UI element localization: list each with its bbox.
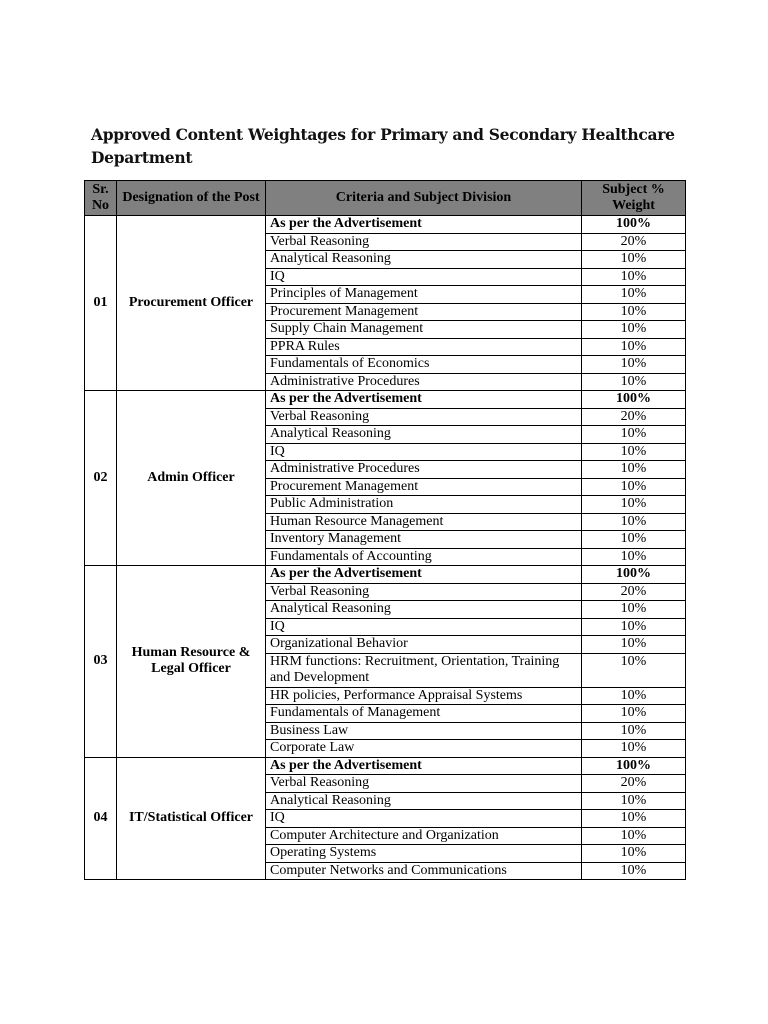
- weight-cell: 10%: [582, 268, 686, 286]
- weight-cell: 10%: [582, 618, 686, 636]
- table-body: [85, 216, 686, 880]
- weight-cell: 20%: [582, 233, 686, 251]
- weight-cell: 10%: [582, 740, 686, 758]
- weight-cell: 10%: [582, 810, 686, 828]
- weight-cell: 20%: [582, 408, 686, 426]
- weight-cell: 100%: [582, 566, 686, 584]
- criteria-cell: Procurement Management: [266, 478, 582, 496]
- criteria-cell: Administrative Procedures: [266, 461, 582, 479]
- weight-cell: 10%: [582, 531, 686, 549]
- criteria-cell: As per the Advertisement: [266, 216, 582, 234]
- criteria-cell: Analytical Reasoning: [266, 426, 582, 444]
- criteria-cell: Fundamentals of Economics: [266, 356, 582, 374]
- weight-cell: 10%: [582, 653, 686, 687]
- criteria-cell: IQ: [266, 268, 582, 286]
- weight-cell: 10%: [582, 443, 686, 461]
- weight-cell: 10%: [582, 338, 686, 356]
- criteria-cell: Human Resource Management: [266, 513, 582, 531]
- criteria-cell: HRM functions: Recruitment, Orientation, Training and Development: [266, 653, 582, 687]
- table-row: [85, 757, 686, 775]
- criteria-cell: Supply Chain Management: [266, 321, 582, 339]
- weight-cell: 20%: [582, 583, 686, 601]
- designation-cell: Procurement Officer: [117, 216, 266, 391]
- weight-cell: 100%: [582, 757, 686, 775]
- weight-cell: 10%: [582, 286, 686, 304]
- criteria-cell: As per the Advertisement: [266, 757, 582, 775]
- criteria-cell: As per the Advertisement: [266, 566, 582, 584]
- criteria-cell: Computer Networks and Communications: [266, 862, 582, 880]
- weight-cell: 10%: [582, 356, 686, 374]
- table-row: [85, 216, 686, 234]
- weight-cell: 10%: [582, 251, 686, 269]
- criteria-cell: Fundamentals of Management: [266, 705, 582, 723]
- criteria-cell: IQ: [266, 618, 582, 636]
- criteria-cell: Procurement Management: [266, 303, 582, 321]
- criteria-cell: As per the Advertisement: [266, 391, 582, 409]
- weight-cell: 100%: [582, 216, 686, 234]
- weight-cell: 10%: [582, 513, 686, 531]
- sr-no-cell: 02: [85, 391, 117, 566]
- criteria-cell: HR policies, Performance Appraisal Systems: [266, 687, 582, 705]
- criteria-cell: Principles of Management: [266, 286, 582, 304]
- criteria-cell: IQ: [266, 810, 582, 828]
- weight-cell: 10%: [582, 687, 686, 705]
- header-designation: Designation of the Post: [117, 181, 266, 216]
- criteria-cell: Fundamentals of Accounting: [266, 548, 582, 566]
- criteria-cell: Inventory Management: [266, 531, 582, 549]
- criteria-cell: IQ: [266, 443, 582, 461]
- weight-cell: 100%: [582, 391, 686, 409]
- weight-cell: 10%: [582, 705, 686, 723]
- weight-cell: 10%: [582, 373, 686, 391]
- table-row: [85, 566, 686, 584]
- weight-cell: 10%: [582, 426, 686, 444]
- weight-cell: 10%: [582, 478, 686, 496]
- criteria-cell: Analytical Reasoning: [266, 601, 582, 619]
- weight-cell: 10%: [582, 792, 686, 810]
- weight-cell: 10%: [582, 461, 686, 479]
- designation-cell: Admin Officer: [117, 391, 266, 566]
- weight-cell: 10%: [582, 636, 686, 654]
- criteria-cell: Verbal Reasoning: [266, 583, 582, 601]
- weight-cell: 10%: [582, 862, 686, 880]
- designation-cell: Human Resource & Legal Officer: [117, 566, 266, 758]
- weight-cell: 10%: [582, 321, 686, 339]
- designation-cell: IT/Statistical Officer: [117, 757, 266, 880]
- weight-cell: 10%: [582, 303, 686, 321]
- header-row: [85, 181, 686, 216]
- criteria-cell: Operating Systems: [266, 845, 582, 863]
- weight-cell: 10%: [582, 722, 686, 740]
- table-header: [85, 181, 686, 216]
- criteria-cell: Verbal Reasoning: [266, 233, 582, 251]
- criteria-cell: Business Law: [266, 722, 582, 740]
- weight-cell: 10%: [582, 496, 686, 514]
- criteria-cell: PPRA Rules: [266, 338, 582, 356]
- header-criteria: Criteria and Subject Division: [266, 181, 582, 216]
- weight-cell: 10%: [582, 601, 686, 619]
- document-title: Approved Content Weightages for Primary and Secondary Healthcare Department: [91, 125, 675, 167]
- sr-no-cell: 04: [85, 757, 117, 880]
- weight-cell: 10%: [582, 845, 686, 863]
- weightage-table: [84, 180, 686, 880]
- header-weight: Subject % Weight: [582, 181, 686, 216]
- weight-cell: 20%: [582, 775, 686, 793]
- criteria-cell: Organizational Behavior: [266, 636, 582, 654]
- criteria-cell: Analytical Reasoning: [266, 251, 582, 269]
- criteria-cell: Analytical Reasoning: [266, 792, 582, 810]
- weight-cell: 10%: [582, 827, 686, 845]
- criteria-cell: Public Administration: [266, 496, 582, 514]
- weight-cell: 10%: [582, 548, 686, 566]
- sr-no-cell: 03: [85, 566, 117, 758]
- criteria-cell: Administrative Procedures: [266, 373, 582, 391]
- header-sr-no: Sr. No: [85, 181, 117, 216]
- criteria-cell: Corporate Law: [266, 740, 582, 758]
- sr-no-cell: 01: [85, 216, 117, 391]
- criteria-cell: Verbal Reasoning: [266, 408, 582, 426]
- table-row: [85, 391, 686, 409]
- criteria-cell: Verbal Reasoning: [266, 775, 582, 793]
- criteria-cell: Computer Architecture and Organization: [266, 827, 582, 845]
